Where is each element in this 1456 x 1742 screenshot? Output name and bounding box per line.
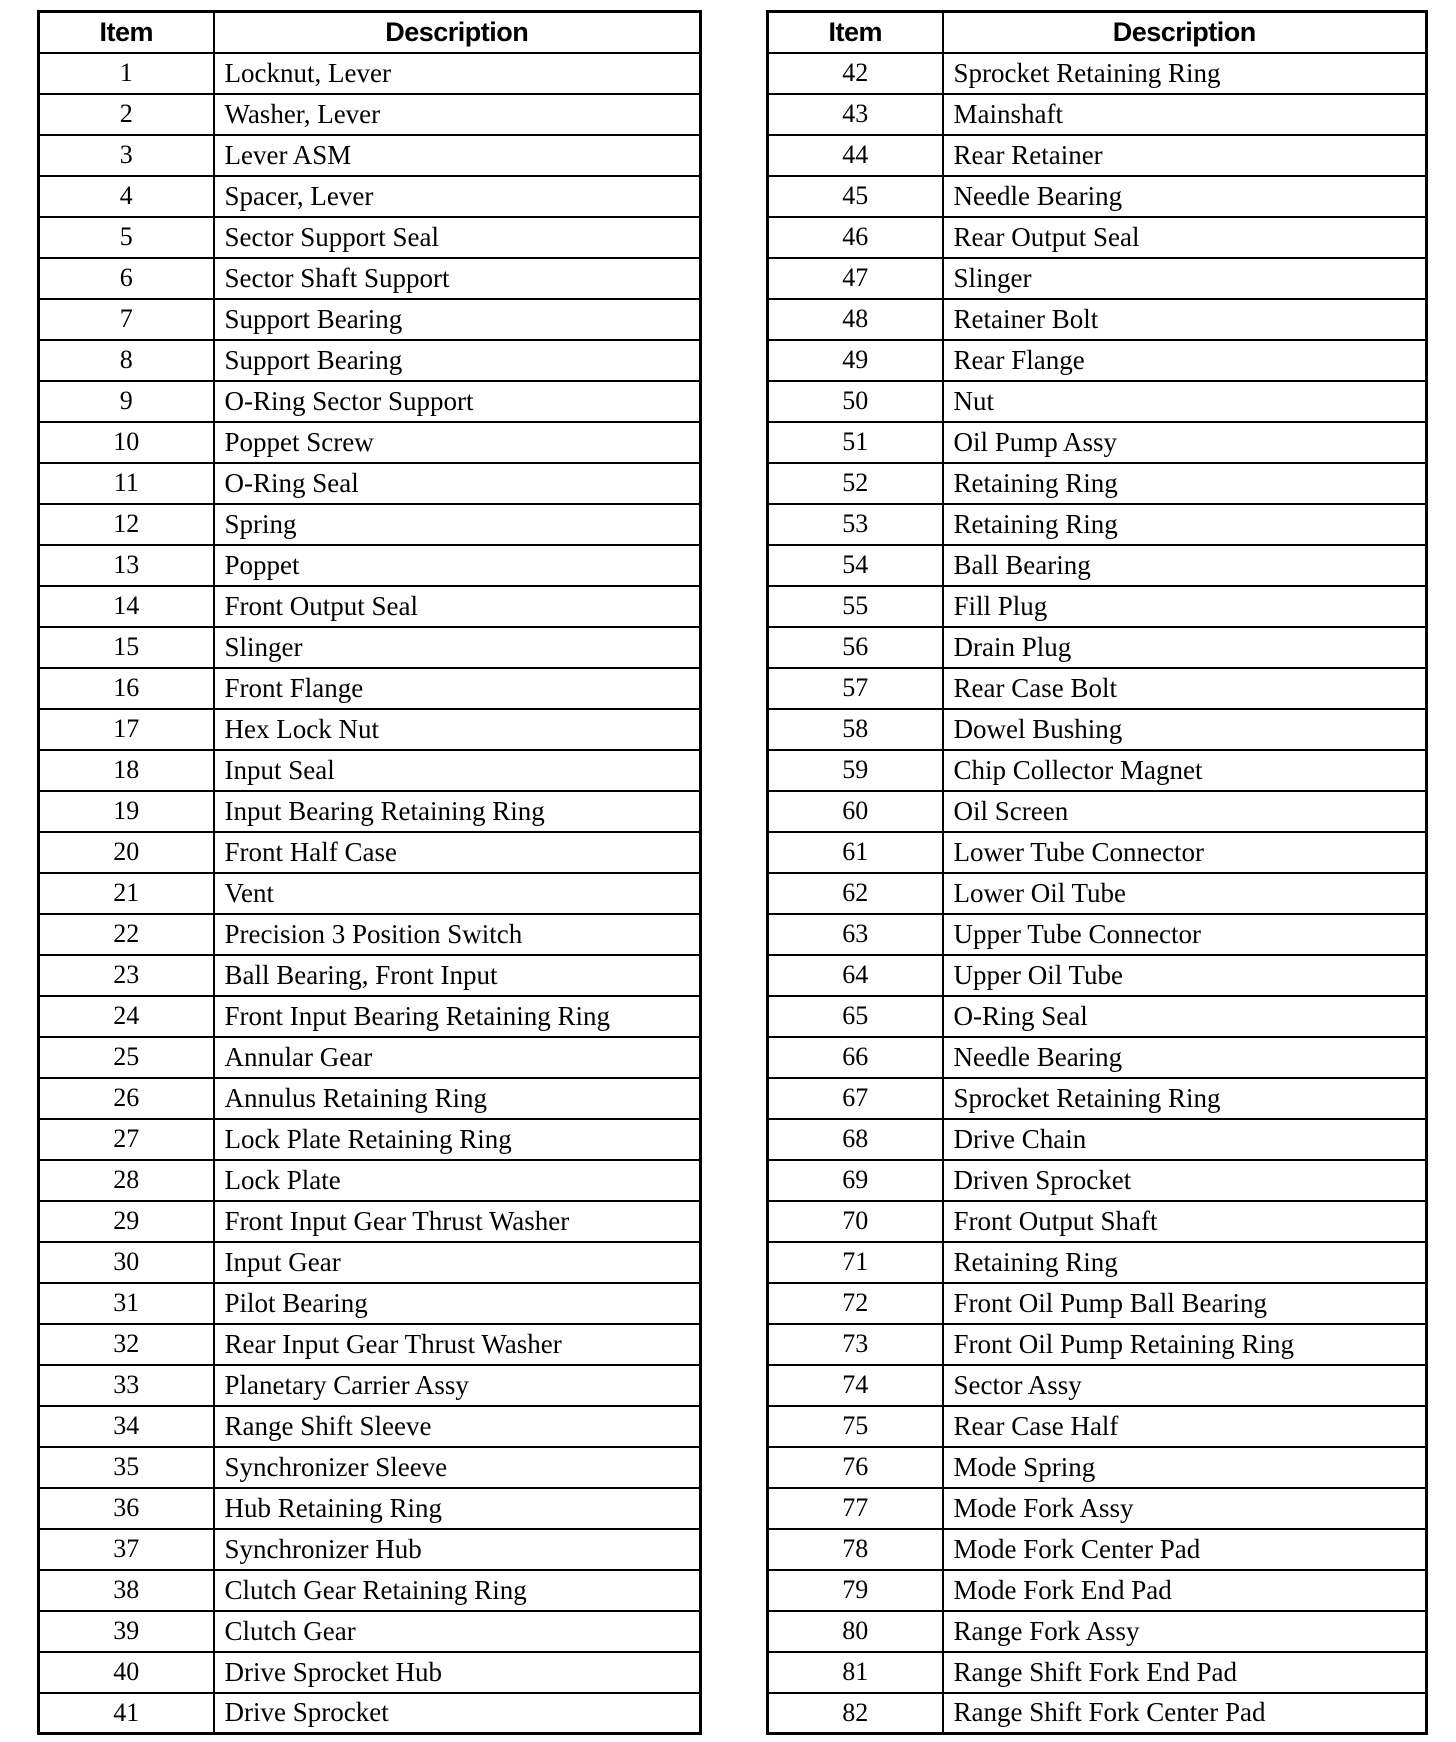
- description-cell: Locknut, Lever: [214, 53, 701, 94]
- description-cell: Rear Output Seal: [943, 217, 1427, 258]
- item-number-cell: 29: [39, 1201, 214, 1242]
- item-number-cell: 51: [768, 422, 943, 463]
- description-cell: Mainshaft: [943, 94, 1427, 135]
- table-row: [39, 545, 701, 586]
- description-cell: Mode Fork Center Pad: [943, 1529, 1427, 1570]
- item-number-cell: 62: [768, 873, 943, 914]
- item-number-cell: 32: [39, 1324, 214, 1365]
- item-number-cell: 9: [39, 381, 214, 422]
- table-row: [39, 668, 701, 709]
- table-row: [39, 832, 701, 873]
- item-number-cell: 72: [768, 1283, 943, 1324]
- table-row: [768, 1488, 1427, 1529]
- table-row: [39, 1406, 701, 1447]
- table-row: [39, 504, 701, 545]
- table-row: [39, 1037, 701, 1078]
- item-number-cell: 80: [768, 1611, 943, 1652]
- description-cell: Driven Sprocket: [943, 1160, 1427, 1201]
- item-number-cell: 27: [39, 1119, 214, 1160]
- description-cell: Retainer Bolt: [943, 299, 1427, 340]
- item-number-cell: 76: [768, 1447, 943, 1488]
- table-row: [39, 1160, 701, 1201]
- item-number-cell: 15: [39, 627, 214, 668]
- table-row: [768, 340, 1427, 381]
- table-row: [768, 750, 1427, 791]
- table-row: [39, 914, 701, 955]
- item-number-cell: 19: [39, 791, 214, 832]
- table-row: [768, 1406, 1427, 1447]
- table-row: [39, 422, 701, 463]
- table-row: [768, 1078, 1427, 1119]
- item-number-cell: 81: [768, 1652, 943, 1693]
- item-number-cell: 63: [768, 914, 943, 955]
- table-row: [39, 53, 701, 94]
- description-cell: Range Shift Fork End Pad: [943, 1652, 1427, 1693]
- description-cell: Oil Screen: [943, 791, 1427, 832]
- description-cell: Lower Tube Connector: [943, 832, 1427, 873]
- table-row: [39, 627, 701, 668]
- table-row: [768, 1611, 1427, 1652]
- item-number-cell: 42: [768, 53, 943, 94]
- description-cell: Front Half Case: [214, 832, 701, 873]
- parts-table-left: [37, 10, 702, 1735]
- table-row: [768, 1570, 1427, 1611]
- item-number-cell: 45: [768, 176, 943, 217]
- description-cell: Front Input Bearing Retaining Ring: [214, 996, 701, 1037]
- description-cell: O-Ring Seal: [943, 996, 1427, 1037]
- item-number-cell: 55: [768, 586, 943, 627]
- description-cell: Rear Case Bolt: [943, 668, 1427, 709]
- table-row: [768, 94, 1427, 135]
- table-row: [39, 1570, 701, 1611]
- description-cell: Front Input Gear Thrust Washer: [214, 1201, 701, 1242]
- description-cell: Support Bearing: [214, 299, 701, 340]
- item-number-cell: 39: [39, 1611, 214, 1652]
- table-row: [39, 94, 701, 135]
- description-cell: Upper Tube Connector: [943, 914, 1427, 955]
- item-number-cell: 14: [39, 586, 214, 627]
- item-column-header: Item: [39, 12, 214, 53]
- item-number-cell: 10: [39, 422, 214, 463]
- item-column-header: Item: [768, 12, 943, 53]
- description-cell: Drive Chain: [943, 1119, 1427, 1160]
- table-row: [768, 381, 1427, 422]
- item-number-cell: 64: [768, 955, 943, 996]
- item-number-cell: 8: [39, 340, 214, 381]
- item-number-cell: 46: [768, 217, 943, 258]
- item-number-cell: 13: [39, 545, 214, 586]
- item-number-cell: 79: [768, 1570, 943, 1611]
- description-cell: Upper Oil Tube: [943, 955, 1427, 996]
- description-cell: Mode Fork End Pad: [943, 1570, 1427, 1611]
- item-number-cell: 59: [768, 750, 943, 791]
- item-number-cell: 4: [39, 176, 214, 217]
- table-row: [768, 996, 1427, 1037]
- item-number-cell: 3: [39, 135, 214, 176]
- item-number-cell: 22: [39, 914, 214, 955]
- item-number-cell: 74: [768, 1365, 943, 1406]
- description-cell: Sector Support Seal: [214, 217, 701, 258]
- item-number-cell: 24: [39, 996, 214, 1037]
- item-number-cell: 53: [768, 504, 943, 545]
- description-cell: Annular Gear: [214, 1037, 701, 1078]
- description-cell: Poppet: [214, 545, 701, 586]
- item-number-cell: 73: [768, 1324, 943, 1365]
- item-number-cell: 50: [768, 381, 943, 422]
- description-cell: Sector Assy: [943, 1365, 1427, 1406]
- description-cell: Pilot Bearing: [214, 1283, 701, 1324]
- description-cell: Dowel Bushing: [943, 709, 1427, 750]
- table-row: [39, 340, 701, 381]
- item-number-cell: 21: [39, 873, 214, 914]
- table-row: [768, 176, 1427, 217]
- table-row: [39, 1201, 701, 1242]
- table-row: [768, 668, 1427, 709]
- item-number-cell: 26: [39, 1078, 214, 1119]
- item-number-cell: 7: [39, 299, 214, 340]
- item-number-cell: 67: [768, 1078, 943, 1119]
- table-row: [768, 217, 1427, 258]
- item-number-cell: 70: [768, 1201, 943, 1242]
- item-number-cell: 48: [768, 299, 943, 340]
- table-row: [39, 1242, 701, 1283]
- item-number-cell: 43: [768, 94, 943, 135]
- item-number-cell: 18: [39, 750, 214, 791]
- table-row: [768, 53, 1427, 94]
- description-cell: Drive Sprocket: [214, 1693, 701, 1734]
- description-cell: Lever ASM: [214, 135, 701, 176]
- description-cell: Lower Oil Tube: [943, 873, 1427, 914]
- item-number-cell: 57: [768, 668, 943, 709]
- item-number-cell: 52: [768, 463, 943, 504]
- item-number-cell: 36: [39, 1488, 214, 1529]
- description-cell: Drain Plug: [943, 627, 1427, 668]
- table-row: [768, 135, 1427, 176]
- item-number-cell: 61: [768, 832, 943, 873]
- item-number-cell: 34: [39, 1406, 214, 1447]
- description-cell: Mode Spring: [943, 1447, 1427, 1488]
- description-cell: Poppet Screw: [214, 422, 701, 463]
- table-row: [768, 545, 1427, 586]
- table-row: [39, 586, 701, 627]
- table-row: [768, 914, 1427, 955]
- item-number-cell: 69: [768, 1160, 943, 1201]
- description-cell: Oil Pump Assy: [943, 422, 1427, 463]
- table-row: [768, 955, 1427, 996]
- description-cell: Drive Sprocket Hub: [214, 1652, 701, 1693]
- item-number-cell: 44: [768, 135, 943, 176]
- item-number-cell: 25: [39, 1037, 214, 1078]
- table-row: [768, 1119, 1427, 1160]
- item-number-cell: 58: [768, 709, 943, 750]
- description-cell: Fill Plug: [943, 586, 1427, 627]
- item-number-cell: 38: [39, 1570, 214, 1611]
- item-number-cell: 37: [39, 1529, 214, 1570]
- table-row: [768, 299, 1427, 340]
- description-cell: Lock Plate Retaining Ring: [214, 1119, 701, 1160]
- table-row: [39, 1365, 701, 1406]
- item-number-cell: 82: [768, 1693, 943, 1734]
- description-cell: Synchronizer Hub: [214, 1529, 701, 1570]
- table-row: [39, 135, 701, 176]
- item-number-cell: 33: [39, 1365, 214, 1406]
- item-number-cell: 28: [39, 1160, 214, 1201]
- table-row: [768, 627, 1427, 668]
- description-cell: Sprocket Retaining Ring: [943, 1078, 1427, 1119]
- table-row: [768, 1365, 1427, 1406]
- item-number-cell: 20: [39, 832, 214, 873]
- table-row: [39, 1078, 701, 1119]
- item-number-cell: 41: [39, 1693, 214, 1734]
- description-cell: Clutch Gear Retaining Ring: [214, 1570, 701, 1611]
- description-cell: Retaining Ring: [943, 1242, 1427, 1283]
- description-cell: Lock Plate: [214, 1160, 701, 1201]
- table-row: [39, 1283, 701, 1324]
- description-cell: Hex Lock Nut: [214, 709, 701, 750]
- table-row: [768, 1652, 1427, 1693]
- description-cell: Planetary Carrier Assy: [214, 1365, 701, 1406]
- description-cell: Range Fork Assy: [943, 1611, 1427, 1652]
- item-number-cell: 17: [39, 709, 214, 750]
- item-number-cell: 65: [768, 996, 943, 1037]
- table-row: [39, 709, 701, 750]
- description-cell: Slinger: [943, 258, 1427, 299]
- item-number-cell: 16: [39, 668, 214, 709]
- table-row: [39, 873, 701, 914]
- item-number-cell: 60: [768, 791, 943, 832]
- description-cell: Rear Input Gear Thrust Washer: [214, 1324, 701, 1365]
- item-number-cell: 11: [39, 463, 214, 504]
- table-row: [768, 873, 1427, 914]
- table-row: [768, 586, 1427, 627]
- description-cell: Spacer, Lever: [214, 176, 701, 217]
- table-row: [768, 1693, 1427, 1734]
- description-cell: Precision 3 Position Switch: [214, 914, 701, 955]
- description-cell: Input Seal: [214, 750, 701, 791]
- description-cell: Annulus Retaining Ring: [214, 1078, 701, 1119]
- parts-table-right: [766, 10, 1428, 1735]
- table-row: [768, 791, 1427, 832]
- table-row: [39, 1693, 701, 1734]
- description-cell: O-Ring Sector Support: [214, 381, 701, 422]
- table-row: [768, 1447, 1427, 1488]
- description-cell: Synchronizer Sleeve: [214, 1447, 701, 1488]
- table-row: [39, 1611, 701, 1652]
- item-number-cell: 12: [39, 504, 214, 545]
- table-row: [768, 832, 1427, 873]
- item-number-cell: 68: [768, 1119, 943, 1160]
- description-cell: Slinger: [214, 627, 701, 668]
- table-row: [39, 996, 701, 1037]
- table-row: [39, 463, 701, 504]
- description-cell: Rear Flange: [943, 340, 1427, 381]
- item-number-cell: 66: [768, 1037, 943, 1078]
- description-cell: Ball Bearing: [943, 545, 1427, 586]
- item-number-cell: 5: [39, 217, 214, 258]
- description-cell: Rear Retainer: [943, 135, 1427, 176]
- table-row: [39, 791, 701, 832]
- table-row: [39, 1529, 701, 1570]
- description-cell: Nut: [943, 381, 1427, 422]
- description-cell: Sprocket Retaining Ring: [943, 53, 1427, 94]
- table-row: [768, 1160, 1427, 1201]
- item-number-cell: 1: [39, 53, 214, 94]
- description-cell: Input Bearing Retaining Ring: [214, 791, 701, 832]
- description-cell: Front Oil Pump Ball Bearing: [943, 1283, 1427, 1324]
- table-row: [768, 1037, 1427, 1078]
- table-header-row: [768, 12, 1427, 53]
- description-column-header: Description: [214, 12, 701, 53]
- item-number-cell: 75: [768, 1406, 943, 1447]
- description-cell: Front Oil Pump Retaining Ring: [943, 1324, 1427, 1365]
- table-row: [768, 1283, 1427, 1324]
- table-row: [768, 1201, 1427, 1242]
- description-cell: Range Shift Fork Center Pad: [943, 1693, 1427, 1734]
- description-cell: Hub Retaining Ring: [214, 1488, 701, 1529]
- item-number-cell: 49: [768, 340, 943, 381]
- description-cell: Chip Collector Magnet: [943, 750, 1427, 791]
- description-cell: Front Flange: [214, 668, 701, 709]
- table-row: [768, 463, 1427, 504]
- item-number-cell: 71: [768, 1242, 943, 1283]
- table-row: [768, 1324, 1427, 1365]
- table-row: [39, 299, 701, 340]
- table-row: [768, 258, 1427, 299]
- item-number-cell: 35: [39, 1447, 214, 1488]
- description-cell: Needle Bearing: [943, 176, 1427, 217]
- table-row: [39, 381, 701, 422]
- table-row: [39, 750, 701, 791]
- item-number-cell: 78: [768, 1529, 943, 1570]
- item-number-cell: 77: [768, 1488, 943, 1529]
- description-cell: Front Output Seal: [214, 586, 701, 627]
- table-row: [39, 258, 701, 299]
- table-row: [39, 955, 701, 996]
- table-row: [39, 1119, 701, 1160]
- table-row: [768, 504, 1427, 545]
- table-header-row: [39, 12, 701, 53]
- table-row: [768, 709, 1427, 750]
- description-cell: Retaining Ring: [943, 504, 1427, 545]
- description-cell: Sector Shaft Support: [214, 258, 701, 299]
- item-number-cell: 56: [768, 627, 943, 668]
- description-cell: Input Gear: [214, 1242, 701, 1283]
- description-cell: Support Bearing: [214, 340, 701, 381]
- description-column-header: Description: [943, 12, 1427, 53]
- item-number-cell: 30: [39, 1242, 214, 1283]
- table-row: [39, 1324, 701, 1365]
- description-cell: Rear Case Half: [943, 1406, 1427, 1447]
- table-row: [768, 1242, 1427, 1283]
- description-cell: Needle Bearing: [943, 1037, 1427, 1078]
- description-cell: Clutch Gear: [214, 1611, 701, 1652]
- table-row: [39, 1488, 701, 1529]
- table-row: [768, 1529, 1427, 1570]
- item-number-cell: 6: [39, 258, 214, 299]
- item-number-cell: 54: [768, 545, 943, 586]
- item-number-cell: 23: [39, 955, 214, 996]
- description-cell: Washer, Lever: [214, 94, 701, 135]
- item-number-cell: 40: [39, 1652, 214, 1693]
- item-number-cell: 31: [39, 1283, 214, 1324]
- description-cell: Spring: [214, 504, 701, 545]
- table-row: [39, 176, 701, 217]
- description-cell: Front Output Shaft: [943, 1201, 1427, 1242]
- table-row: [39, 1652, 701, 1693]
- description-cell: Vent: [214, 873, 701, 914]
- table-row: [39, 217, 701, 258]
- item-number-cell: 47: [768, 258, 943, 299]
- description-cell: Ball Bearing, Front Input: [214, 955, 701, 996]
- table-row: [768, 422, 1427, 463]
- description-cell: Range Shift Sleeve: [214, 1406, 701, 1447]
- description-cell: Retaining Ring: [943, 463, 1427, 504]
- description-cell: O-Ring Seal: [214, 463, 701, 504]
- table-row: [39, 1447, 701, 1488]
- description-cell: Mode Fork Assy: [943, 1488, 1427, 1529]
- item-number-cell: 2: [39, 94, 214, 135]
